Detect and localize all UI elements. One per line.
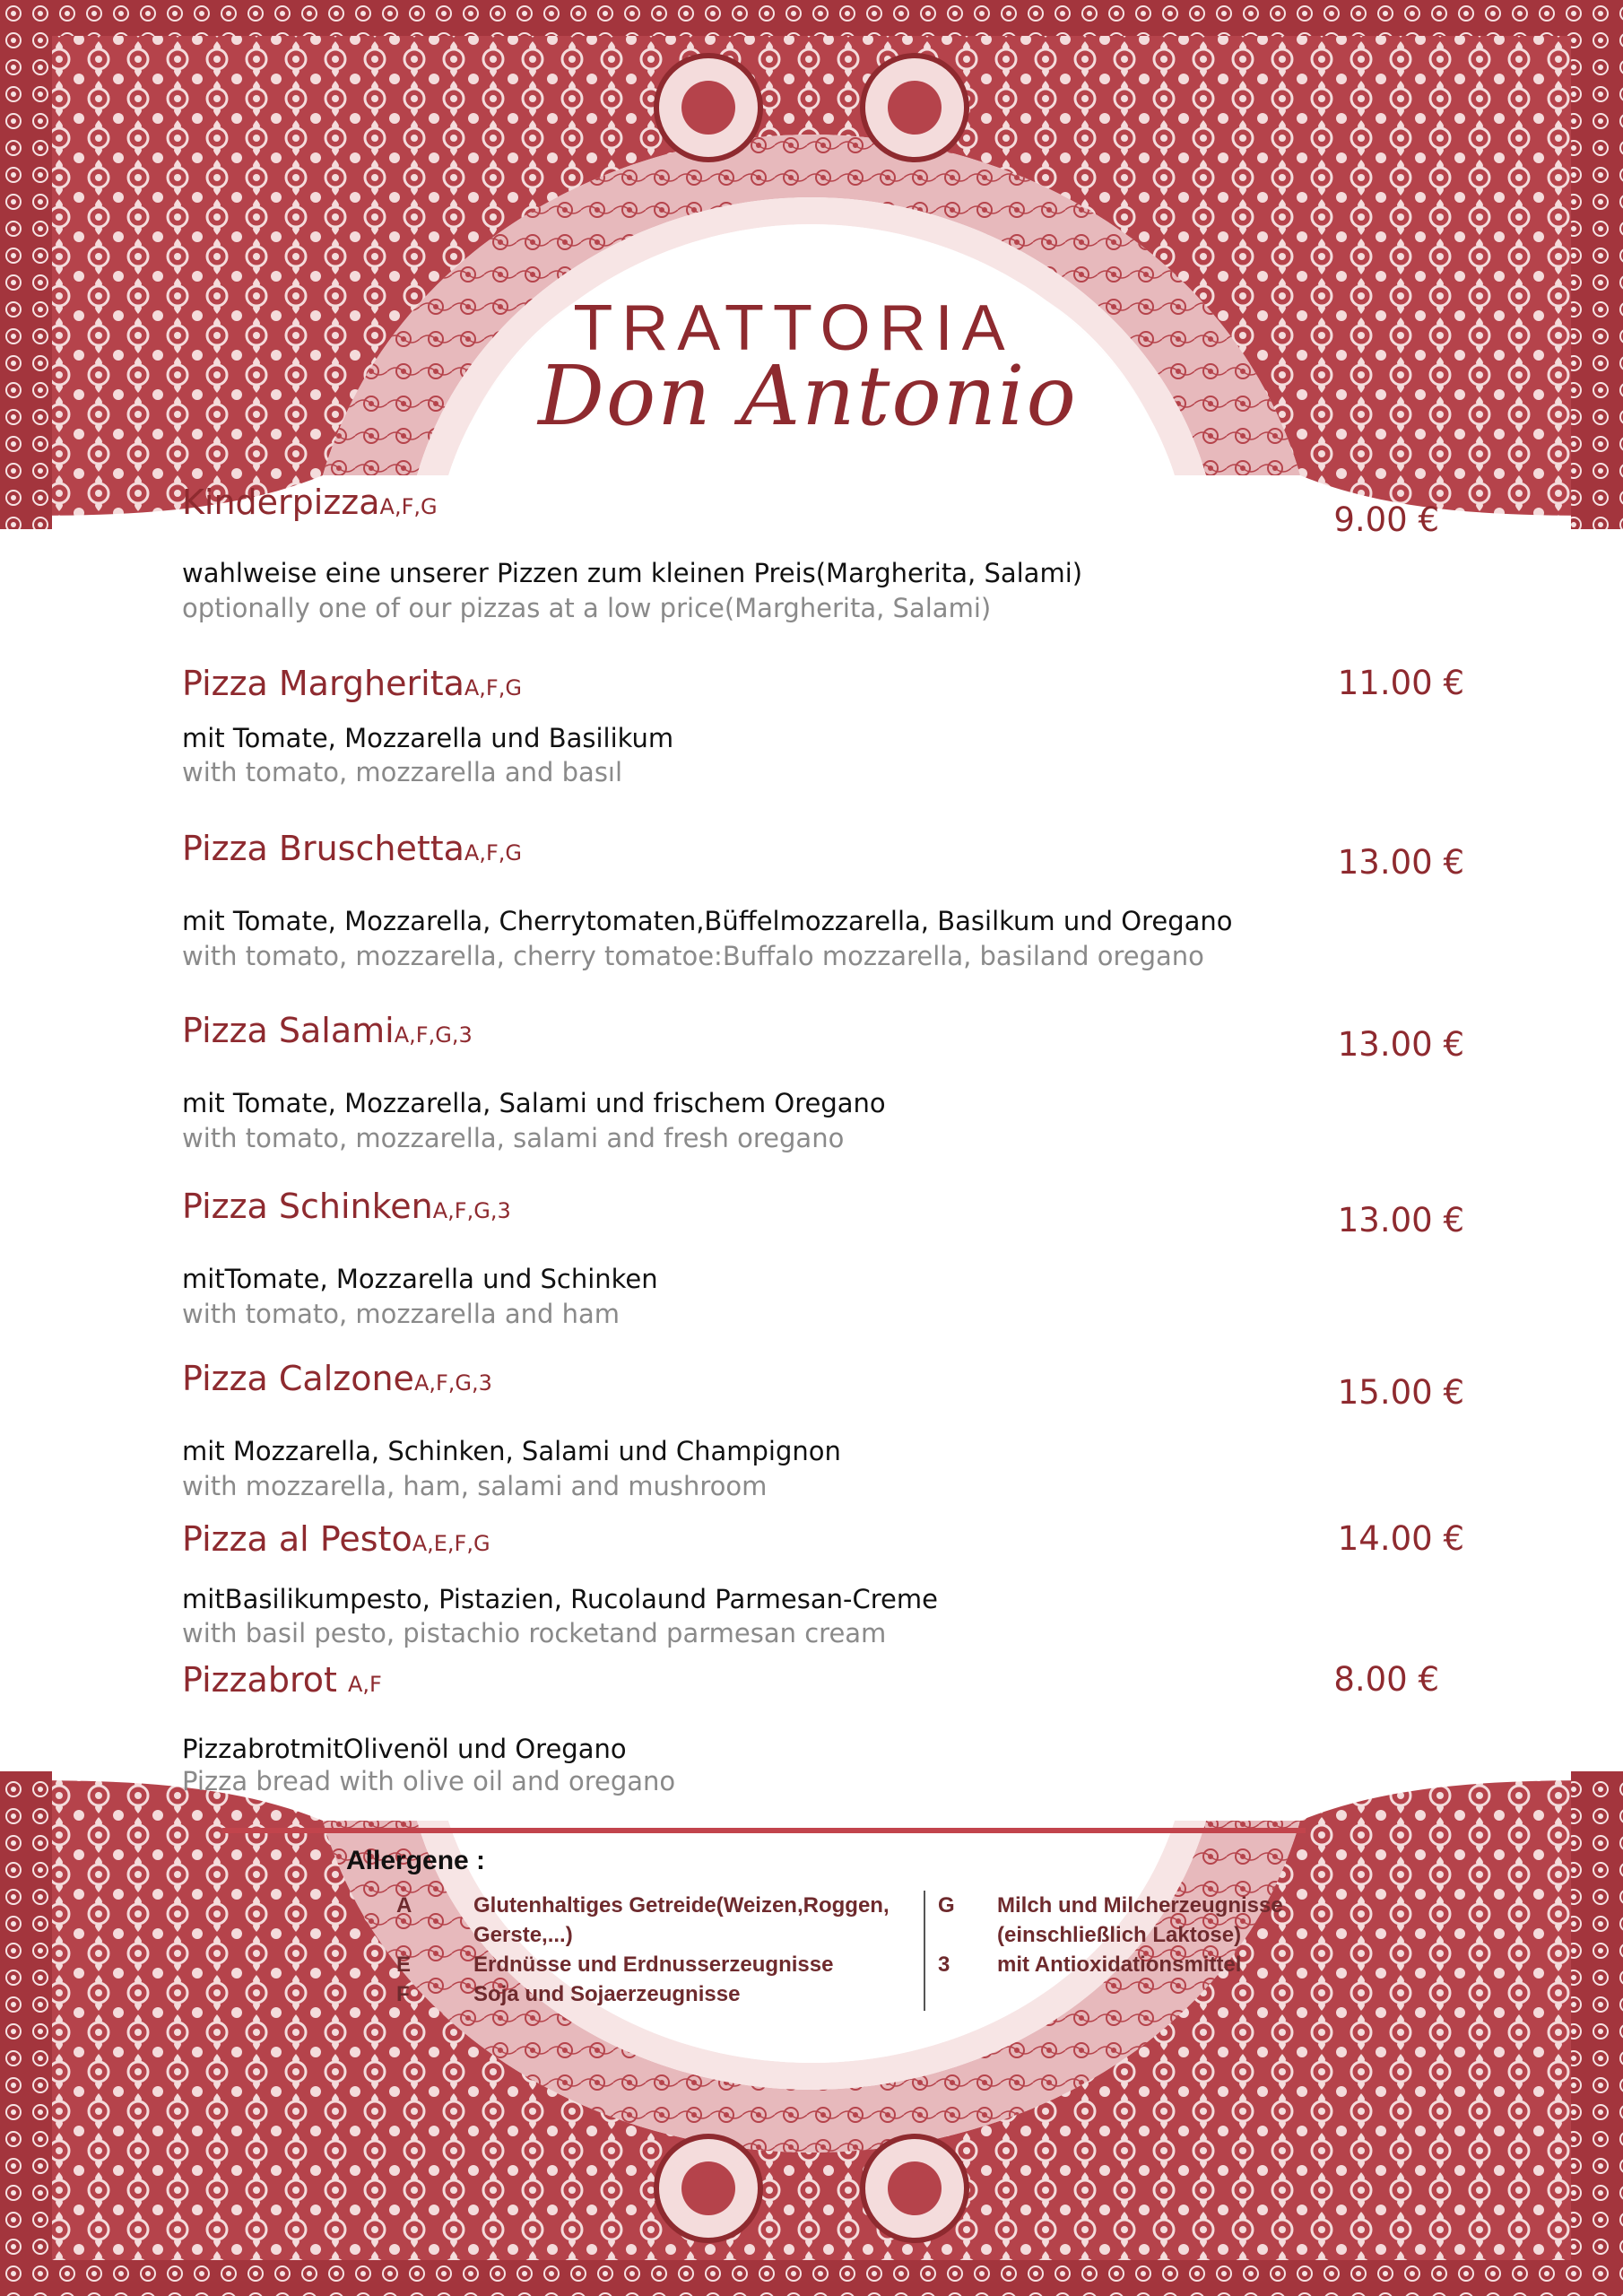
item-description-de: mit Mozzarella, Schinken, Salami und Champignon — [182, 1436, 841, 1466]
item-description-de: mit Tomate, Mozzarella, Cherrytomaten,Büffelmozzarella, Basilkum und Oregano — [182, 906, 1233, 936]
allergen-text-g: Milch und Milcherzeugnisse (einschließlich Laktose) — [997, 1893, 1283, 1947]
allergen-legend-title: Allergene : — [346, 1846, 486, 1875]
allergen-codes: A,F,G — [464, 675, 522, 700]
allergen-code-3: 3 — [938, 1952, 950, 1977]
menu-item-calzone — [182, 1359, 1464, 1502]
item-name: Pizza SchinkenA,F,G,3 — [182, 1187, 511, 1226]
logo-trattoria: TRATTORIA — [573, 292, 1014, 364]
item-price: 15.00 € — [1337, 1373, 1464, 1412]
item-name: Pizza BruschettaA,F,G — [182, 829, 522, 868]
item-description-en: with mozzarella, ham, salami and mushroom — [182, 1471, 768, 1501]
allergen-codes: A,F,G — [379, 494, 438, 519]
item-price: 8.00 € — [1333, 1660, 1439, 1699]
item-description-en: with tomato, mozzarella and basıl — [182, 757, 623, 787]
allergen-codes: A,F,G,3 — [394, 1022, 473, 1048]
allergen-code-g: G — [938, 1893, 955, 1918]
menu-item-bruschetta — [182, 829, 1464, 972]
divider-line — [222, 1828, 1306, 1833]
allergen-codes: A,F — [347, 1672, 382, 1697]
item-name: Pizza MargheritaA,F,G — [182, 664, 522, 703]
legend-separator — [924, 1891, 925, 2011]
logo-don-antonio: Don Antonio — [538, 348, 1078, 444]
allergen-code-a: A — [396, 1893, 412, 1918]
restaurant-logo — [0, 292, 1623, 444]
item-name: Pizza SalamiA,F,G,3 — [182, 1011, 473, 1050]
item-description-de: mit Tomate, Mozzarella, Salami und frischem Oregano — [182, 1088, 886, 1118]
item-description-de: PizzabrotmitOlivenöl und Oregano — [182, 1734, 627, 1764]
menu-item-margherita — [182, 664, 1464, 789]
item-description-en: with basil pesto, pistachio rocketand parmesan cream — [182, 1618, 887, 1648]
item-name: Pizza CalzoneA,F,G,3 — [182, 1359, 492, 1398]
item-description-en: with tomato, mozzarella and ham — [182, 1299, 621, 1329]
allergen-codes: A,F,G,3 — [413, 1370, 492, 1396]
allergen-codes: A,E,F,G — [412, 1531, 490, 1556]
item-price: 9.00 € — [1333, 500, 1439, 539]
allergen-codes: A,F,G,3 — [432, 1198, 511, 1223]
allergen-text-e: Erdnüsse und Erdnusserzeugnisse — [473, 1952, 834, 1977]
item-price: 13.00 € — [1337, 843, 1464, 882]
menu-item-salami — [182, 1011, 1464, 1154]
item-description-de: wahlweise eine unserer Pizzen zum kleinen Preis(Margherita, Salami) — [182, 558, 1083, 588]
item-name: Pizzabrot A,F — [182, 1660, 382, 1700]
item-price: 13.00 € — [1337, 1025, 1464, 1064]
item-price: 13.00 € — [1337, 1201, 1464, 1239]
item-price: 14.00 € — [1337, 1519, 1464, 1558]
item-description-en: with tomato, mozzarella, salami and fresh oregano — [182, 1123, 845, 1153]
item-price: 11.00 € — [1337, 664, 1464, 702]
allergen-code-f: F — [396, 1982, 410, 2006]
item-description-en: Pizza bread with olive oil and oregano — [182, 1766, 676, 1796]
item-description-de: mitBasilikumpesto, Pistazien, Rucolaund Parmesan-Creme — [182, 1584, 938, 1614]
allergen-text-f: Soja und Sojaerzeugnisse — [473, 1982, 741, 2006]
menu-item-pesto — [182, 1519, 1464, 1654]
menu-item-pizzabrot — [182, 1660, 1464, 1804]
allergen-code-e: E — [396, 1952, 412, 1977]
item-description-en: with tomato, mozzarella, cherry tomatoe:Buffalo mozzarella, basiland oregano — [182, 941, 1204, 971]
menu-item-schinken — [182, 1187, 1464, 1330]
allergen-codes: A,F,G — [464, 840, 522, 865]
item-name: KinderpizzaA,F,G — [182, 483, 438, 522]
item-name: Pizza al PestoA,E,F,G — [182, 1519, 490, 1559]
item-description-de: mit Tomate, Mozzarella und Basilikum — [182, 723, 674, 753]
menu-item-kinderpizza — [182, 483, 1464, 626]
allergen-text-3: mit Antioxidationsmittel — [997, 1952, 1242, 1977]
allergen-text-a: Glutenhaltiges Getreide(Weizen,Roggen, Gerste,...) — [473, 1893, 890, 1947]
item-description-de: mitTomate, Mozzarella und Schinken — [182, 1264, 658, 1294]
item-description-en: optionally one of our pizzas at a low price(Margherita, Salami) — [182, 593, 992, 623]
